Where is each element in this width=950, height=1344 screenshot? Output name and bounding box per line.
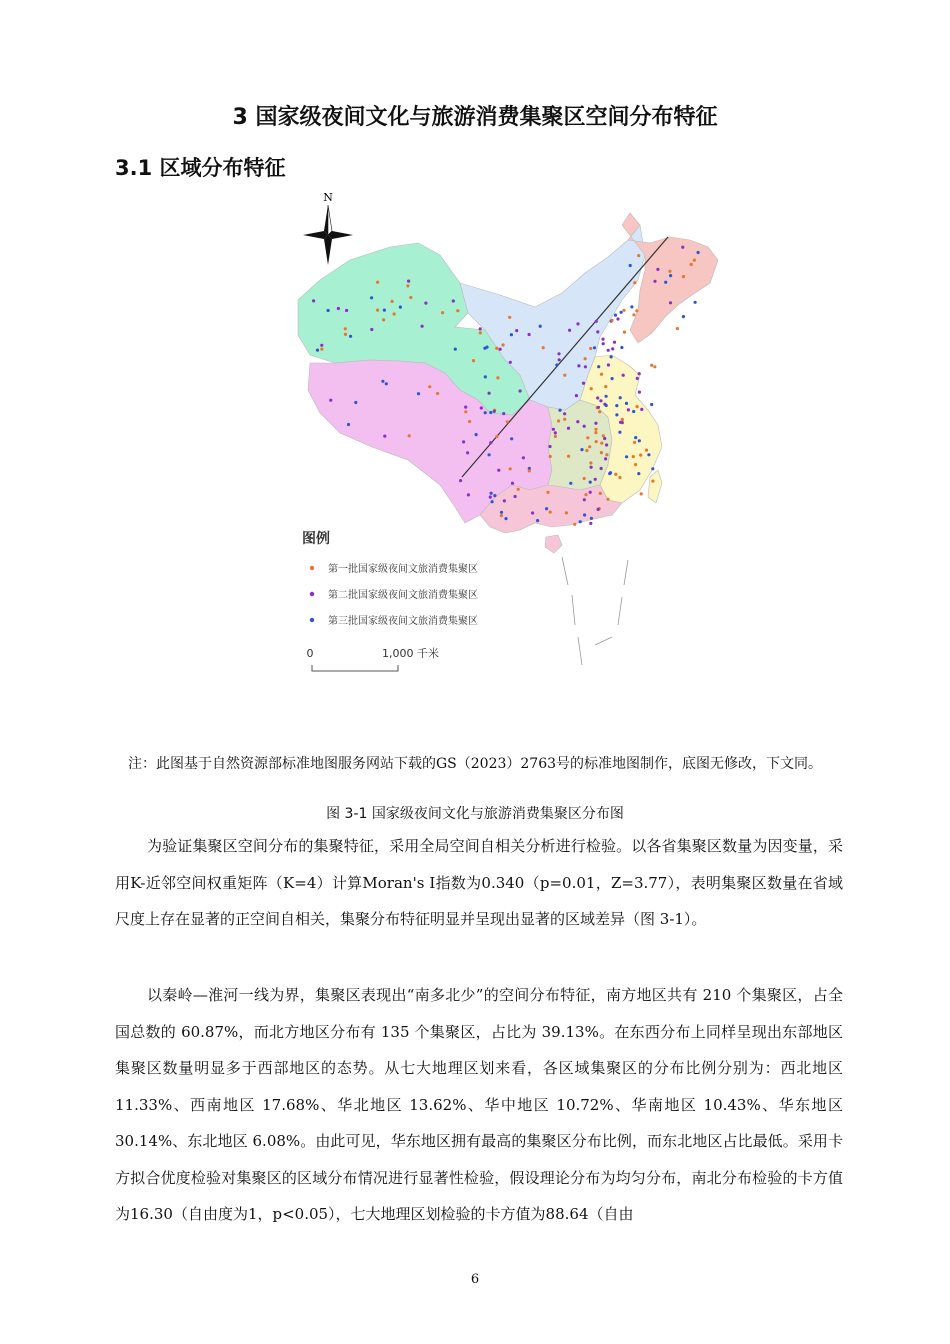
cluster-point [329, 399, 332, 402]
cluster-point [563, 418, 566, 421]
cluster-point [668, 270, 671, 273]
south-sea-islands [562, 557, 628, 665]
cluster-point [393, 312, 396, 315]
cluster-point [614, 314, 617, 317]
cluster-point [464, 406, 467, 409]
cluster-point [623, 331, 626, 334]
cluster-point [504, 517, 507, 520]
cluster-point [636, 377, 639, 380]
cluster-point [599, 492, 602, 495]
cluster-point [557, 419, 560, 422]
cluster-point [479, 331, 482, 334]
cluster-point [650, 403, 653, 406]
cluster-point [596, 330, 599, 333]
cluster-point [583, 513, 586, 516]
cluster-point [493, 410, 496, 413]
cluster-point [653, 365, 656, 368]
cluster-point [499, 348, 502, 351]
cluster-point [491, 500, 494, 503]
cluster-point [569, 482, 572, 485]
cluster-point [462, 440, 465, 443]
cluster-point [576, 420, 579, 423]
cluster-point [585, 449, 588, 452]
cluster-point [583, 477, 586, 480]
cluster-point [546, 491, 549, 494]
cluster-point [594, 422, 597, 425]
cluster-point [409, 296, 412, 299]
cluster-point [601, 338, 604, 341]
cluster-point [595, 320, 598, 323]
cluster-point [634, 463, 637, 466]
paragraph-2: 以秦岭—淮河一线为界，集聚区表现出“南多北少”的空间分布特征，南方地区共有 210 个集聚区，占全国总数的 60.87%，而北方地区分布有 135 个集聚区，占比为 39.13%。在东西分布上同样呈现出东部地区集聚区数量明显多于西部地区的态势。从七大地理区划来看，各区域集聚区的分布比例分别为：西北地区 11.33%、西南地区 17.68%、华北地区 13.62%、华中地区 10.72%、华南地区 10.43%、华东地区 30.14%、东北地区 6.08%。由此可见，华东地区拥有最高的集聚区分布比例，而东北地区占比最低。采用卡方拟合优度检验对集聚区的区域分布情况进行显著性检验，假设理论分布为均匀分布，南北分布检验的卡方值为16.30（自由度为1，p<0.05），七大地理区划检验的卡方值为88.64（自由 [115, 986, 843, 1223]
cluster-point [517, 488, 520, 491]
cluster-point [647, 453, 650, 456]
cluster-point [344, 333, 347, 336]
cluster-point [589, 481, 592, 484]
cluster-point [508, 316, 511, 319]
cluster-point [602, 434, 605, 437]
cluster-point [485, 346, 488, 349]
cluster-point [590, 466, 593, 469]
cluster-point [428, 385, 431, 388]
cluster-point [603, 437, 606, 440]
cluster-point [376, 281, 379, 284]
cluster-point [549, 511, 552, 514]
cluster-point [583, 498, 586, 501]
cluster-point [493, 494, 496, 497]
cluster-point [489, 496, 492, 499]
cluster-point [441, 311, 444, 314]
cluster-point [693, 259, 696, 262]
region-central [548, 400, 612, 490]
paragraph-1: 为验证集聚区空间分布的集聚特征，采用全局空间自相关分析进行检验。以各省集聚区数量为因变量，采用K-近邻空间权重矩阵（K=4）计算Moran's I指数为0.340（p=0.01，Z=3.77），表明集聚区数量在省域尺度上存在显著的正空间自相关，集聚分布特征明显并呈现出显著的区域差异（图 3-1）。 [115, 837, 843, 928]
cluster-point [519, 389, 522, 392]
cluster-point [399, 306, 402, 309]
cluster-point [584, 365, 587, 368]
cluster-point [636, 405, 639, 408]
cluster-point [495, 435, 498, 438]
cluster-point [610, 355, 613, 358]
cluster-point [615, 413, 618, 416]
cluster-point [563, 374, 566, 377]
page-number: 6 [470, 1272, 480, 1287]
cluster-point [664, 281, 667, 284]
cluster-point [511, 482, 514, 485]
cluster-point [629, 264, 632, 267]
legend-label-batch3: 第三批国家级夜间文旅消费集聚区 [328, 616, 478, 627]
cluster-point [320, 348, 323, 351]
cluster-point [588, 445, 591, 448]
cluster-point [597, 406, 600, 409]
cluster-point [682, 315, 685, 318]
cluster-point [582, 382, 585, 385]
cluster-point [600, 442, 603, 445]
cluster-point [382, 318, 385, 321]
cluster-point [500, 511, 503, 514]
cluster-point [577, 364, 580, 367]
cluster-point [337, 307, 340, 310]
cluster-point [484, 411, 487, 414]
cluster-point [627, 408, 630, 411]
cluster-point [622, 374, 625, 377]
cluster-point [466, 451, 469, 454]
cluster-point [549, 455, 552, 458]
cluster-point [590, 387, 593, 390]
cluster-point [618, 476, 621, 479]
figure-caption: 图 3-1 国家级夜间文化与旅游消费集聚区分布图 [326, 806, 624, 822]
legend-dot-batch2 [310, 592, 314, 596]
cluster-point [602, 342, 605, 345]
cluster-point [638, 391, 641, 394]
cluster-point [681, 246, 684, 249]
cluster-point [619, 421, 622, 424]
north-arrow-icon [303, 191, 353, 265]
cluster-point [594, 428, 597, 431]
chapter-title: 3 国家级夜间文化与旅游消费集聚区空间分布特征 [232, 105, 718, 130]
cluster-point [515, 329, 518, 332]
cluster-point [489, 411, 492, 414]
cluster-point [651, 480, 654, 483]
section-title: 3.1 区域分布特征 [115, 156, 286, 180]
cluster-point [682, 275, 685, 278]
cluster-point [406, 284, 409, 287]
cluster-point [385, 382, 388, 385]
cluster-point [558, 358, 561, 361]
cluster-point [639, 454, 642, 457]
cluster-point [509, 361, 512, 364]
cluster-point [690, 263, 693, 266]
cluster-point [316, 349, 319, 352]
cluster-point [620, 311, 623, 314]
cluster-point [613, 341, 616, 344]
cluster-point [391, 300, 394, 303]
cluster-point [583, 425, 586, 428]
cluster-point [595, 440, 598, 443]
figure-note: 注：此图基于自然资源部标准地图服务网站下载的GS（2023）2763号的标准地图制作，底图无修改，下文同。 [127, 756, 823, 772]
cluster-point [452, 299, 455, 302]
cluster-point [605, 404, 608, 407]
cluster-point [632, 313, 635, 316]
cluster-point [327, 309, 330, 312]
cluster-point [349, 335, 352, 338]
cluster-point [490, 492, 493, 495]
cluster-point [472, 359, 475, 362]
cluster-point [376, 309, 379, 312]
cluster-point [510, 333, 513, 336]
legend [310, 562, 478, 627]
cluster-point [468, 420, 471, 423]
cluster-point [596, 396, 599, 399]
cluster-point [383, 309, 386, 312]
cluster-point [567, 427, 570, 430]
cluster-point [576, 322, 579, 325]
cluster-point [669, 301, 672, 304]
scale-bar [307, 646, 440, 671]
cluster-point [354, 401, 357, 404]
cluster-point [488, 392, 491, 395]
cluster-point [536, 519, 539, 522]
cluster-point [509, 467, 512, 470]
distribution-map [290, 185, 730, 705]
cluster-point [594, 431, 597, 434]
cluster-point [635, 309, 638, 312]
cluster-point [488, 453, 491, 456]
cluster-point [503, 499, 506, 502]
cluster-point [545, 507, 548, 510]
cluster-point [554, 435, 557, 438]
cluster-point [548, 445, 551, 448]
cluster-point [320, 344, 323, 347]
cluster-point [495, 347, 498, 350]
cluster-point [650, 364, 653, 367]
cluster-point [605, 395, 608, 398]
cluster-point [522, 456, 525, 459]
cluster-point [600, 451, 603, 454]
north-label: N [323, 191, 333, 204]
cluster-point [620, 346, 623, 349]
cluster-point [633, 441, 636, 444]
cluster-point [565, 511, 568, 514]
cluster-point [496, 376, 499, 379]
cluster-point [606, 498, 609, 501]
cluster-point [584, 493, 587, 496]
cluster-point [589, 491, 592, 494]
cluster-point [630, 305, 633, 308]
cluster-point [312, 299, 315, 302]
cluster-point [383, 435, 386, 438]
cluster-point [345, 309, 348, 312]
cluster-point [607, 349, 610, 352]
cluster-point [454, 348, 457, 351]
cluster-point [456, 309, 459, 312]
cluster-point [656, 268, 659, 271]
cluster-point [589, 461, 592, 464]
cluster-point [651, 467, 654, 470]
region-south-island [545, 535, 562, 553]
cluster-point [611, 377, 614, 380]
cluster-point [597, 365, 600, 368]
cluster-point [510, 437, 513, 440]
cluster-point [594, 478, 597, 481]
cluster-point [632, 410, 635, 413]
cluster-point [464, 410, 467, 413]
cluster-point [619, 396, 622, 399]
cluster-point [573, 523, 576, 526]
cluster-point [625, 402, 628, 405]
cluster-point [598, 410, 601, 413]
cluster-point [586, 436, 589, 439]
cluster-point [557, 352, 560, 355]
cluster-point [502, 343, 505, 346]
cluster-point [638, 439, 641, 442]
cluster-point [568, 329, 571, 332]
cluster-point [381, 380, 384, 383]
cluster-point [611, 347, 614, 350]
cluster-point [528, 469, 531, 472]
cluster-point [370, 296, 373, 299]
cluster-point [489, 441, 492, 444]
cluster-point [694, 301, 697, 304]
cluster-point [593, 346, 596, 349]
cluster-point [697, 251, 700, 254]
cluster-point [637, 472, 640, 475]
region-east-island [648, 470, 662, 503]
cluster-point [634, 436, 637, 439]
cluster-point [638, 372, 641, 375]
cluster-point [558, 409, 561, 412]
scale-start: 0 [306, 647, 314, 660]
cluster-point [640, 408, 643, 411]
cluster-point [480, 406, 483, 409]
cluster-point [567, 455, 570, 458]
cluster-point [605, 453, 608, 456]
cluster-point [669, 274, 672, 277]
cluster-point [500, 514, 503, 517]
cluster-point [607, 363, 610, 366]
legend-dot-batch1 [310, 566, 314, 570]
cluster-point [421, 325, 424, 328]
cluster-point [640, 492, 643, 495]
cluster-point [554, 431, 557, 434]
cluster-point [610, 319, 613, 322]
cluster-point [514, 495, 517, 498]
cluster-point [580, 448, 583, 451]
cluster-point [575, 394, 578, 397]
cluster-point [539, 325, 542, 328]
cluster-point [417, 392, 420, 395]
cluster-point [479, 327, 482, 330]
cluster-point [653, 280, 656, 283]
cluster-point [609, 471, 612, 474]
cluster-point [622, 309, 625, 312]
cluster-point [605, 443, 608, 446]
cluster-point [604, 457, 607, 460]
cluster-point [555, 363, 558, 366]
cluster-point [597, 508, 600, 511]
cluster-point [542, 346, 545, 349]
cluster-point [344, 327, 347, 330]
cluster-point [645, 449, 648, 452]
cluster-point [424, 302, 427, 305]
cluster-point [497, 469, 500, 472]
cluster-point [459, 479, 462, 482]
cluster-point [637, 254, 640, 257]
cluster-point [600, 467, 603, 470]
legend-title: 图例 [302, 531, 330, 547]
cluster-point [599, 399, 602, 402]
cluster-point [589, 522, 592, 525]
cluster-point [436, 392, 439, 395]
cluster-point [589, 347, 592, 350]
cluster-point [614, 473, 617, 476]
cluster-point [618, 431, 621, 434]
cluster-point [600, 373, 603, 376]
cluster-point [408, 434, 411, 437]
cluster-point [506, 420, 509, 423]
cluster-point [621, 418, 624, 421]
cluster-point [552, 428, 555, 431]
legend-dot-batch3 [310, 618, 314, 622]
cluster-point [407, 280, 410, 283]
cluster-point [563, 412, 566, 415]
cluster-point [590, 517, 593, 520]
china-map-svg [290, 185, 730, 705]
cluster-point [475, 433, 478, 436]
legend-label-batch2: 第二批国家级夜间文旅消费集聚区 [328, 590, 478, 601]
cluster-point [584, 357, 587, 360]
cluster-point [528, 333, 531, 336]
legend-label-batch1: 第一批国家级夜间文旅消费集聚区 [328, 564, 478, 575]
cluster-point [625, 455, 628, 458]
cluster-point [676, 327, 679, 330]
cluster-point [467, 493, 470, 496]
cluster-point [502, 412, 505, 415]
cluster-point [579, 520, 582, 523]
cluster-point [633, 281, 636, 284]
cluster-point [531, 511, 534, 514]
scale-end: 1,000 千米 [382, 647, 439, 660]
cluster-point [632, 455, 635, 458]
cluster-point [347, 423, 350, 426]
cluster-point [370, 328, 373, 331]
cluster-point [604, 385, 607, 388]
cluster-point [616, 317, 619, 320]
cluster-point [615, 404, 618, 407]
cluster-point [484, 375, 487, 378]
